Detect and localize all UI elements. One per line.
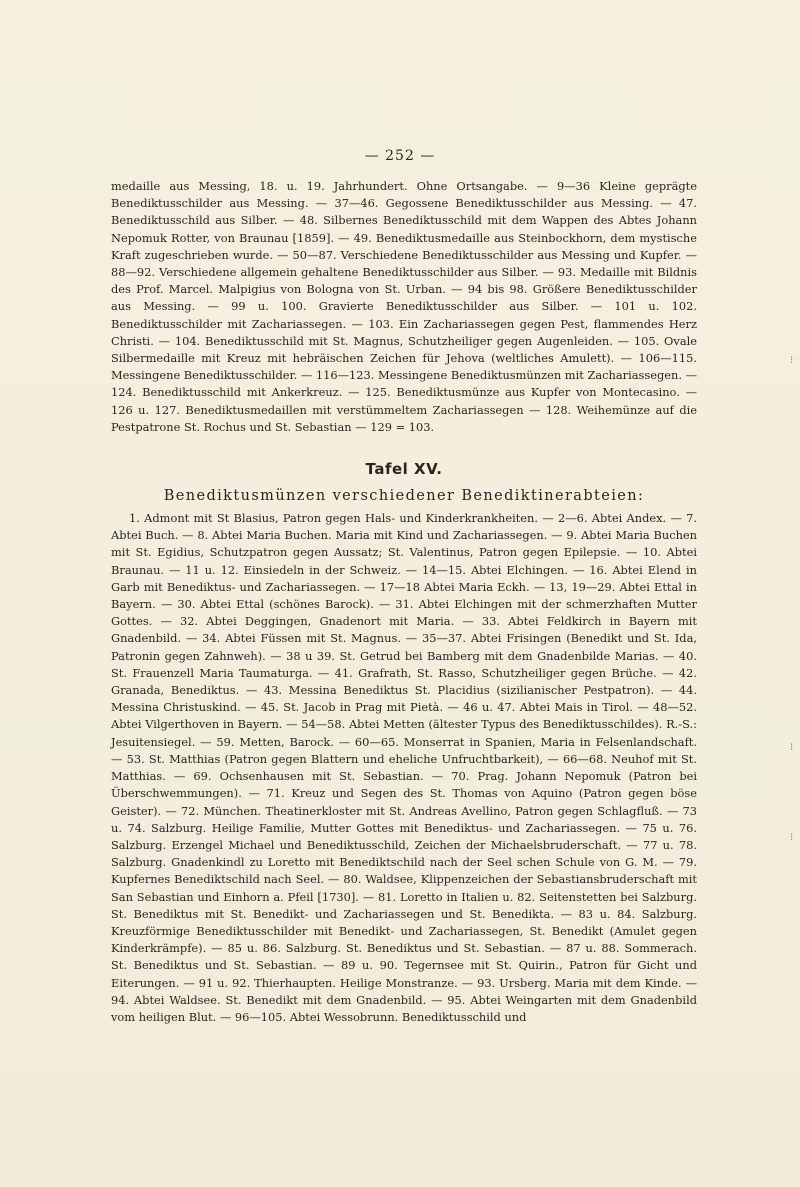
page-number: — 252 — <box>364 148 436 164</box>
page-content <box>111 178 697 1026</box>
margin-mark-icon: ⁝ <box>790 832 794 843</box>
plate-title: Tafel XV. <box>365 460 443 479</box>
plate-heading: Benediktusmünzen verschiedener Benediktinerabteien: <box>163 488 645 505</box>
intro-paragraph: medaille aus Messing, 18. u. 19. Jahrhundert. Ohne Ortsangabe. — 9—36 Kleine geprägte Benediktusschilder aus Messing. — 37—46. Gegossene Benediktusschilder aus Messing. — 47. Benediktusschild aus Silber. — 48. Silbernes Benediktusschild mit dem Wappen des Abtes Johann Nepomuk Rotter, von Braunau [1859]. — 49. Benediktusmedaille aus Steinbockhorn, dem mystische Kraft zugeschrieben wurde. — 50—87. Verschiedene Benediktusschilder aus Messing und Kupfer. — 88—92. Verschiedene allgemein gehaltene Benediktusschilder aus Silber. — 93. Medaille mit Bildnis des Prof. Marcel. Malpigius von Bologna von St. Urban. — 94 bis 98. Größere Benediktusschilder aus Messing. — 99 u. 100. Gravierte Benediktusschilder aus Silber. — 101 u. 102. Benediktusschilder mit Zachariassegen. — 103. Ein Zachariassegen gegen Pest, flammendes Herz Christi. — 104. Benediktusschild mit St. Magnus, Schutzheiliger gegen Augenleiden. — 105. Ovale Silbermedaille mit Kreuz mit hebräischen Zeichen für Jehova (weltliches Amulett). — 106—115. Messingene Benediktusschilder. — 116—123. Messingene Benediktusmünzen mit Zachariassegen. — 124. Benediktusschild mit Ankerkreuz. — 125. Benediktusmünze aus Kupfer von Montecasino. — 126 u. 127. Benediktusmedaillen mit verstümmeltem Zachariassegen — 128. Weihemünze auf die Pestpatrone St. Rochus und St. Sebastian — 129 = 103. <box>111 179 697 434</box>
margin-mark-icon: ⁝ <box>790 742 794 753</box>
plate-paragraph: 1. Admont mit St Blasius, Patron gegen Hals- und Kinderkrankheiten. — 2—6. Abtei Andex. — 7. Abtei Buch. — 8. Abtei Maria Buchen. Maria mit Kind und Zachariassegen. — 9. Abtei Maria Buchen mit St. Egidius, Schutzpatron gegen Aussatz; St. Valentinus, Patron gegen Epilepsie. — 10. Abtei Braunau. — 11 u. 12. Einsiedeln in der Schweiz. — 14—15. Abtei Elchingen. — 16. Abtei Elend in Garb mit Benediktus- und Zachariassegen. — 17—18 Abtei Maria Eckh. — 13, 19—29. Abtei Ettal in Bayern. — 30. Abtei Ettal (schönes Barock). — 31. Abtei Elchingen mit der schmerzhaften Mutter Gottes. — 32. Abtei Deggingen, Gnadenort mit Maria. — 33. Abtei Feldkirch in Bayern mit Gnadenbild. — 34. Abtei Füssen mit St. Magnus. — 35—37. Abtei Frisingen (Benedikt und St. Ida, Patronin gegen Zahnweh). — 38 u 39. St. Getrud bei Bamberg mit dem Gnadenbilde Marias. — 40. St. Frauenzell Maria Taumaturga. — 41. Grafrath, St. Rasso, Schutzheiliger gegen Brüche. — 42. Granada, Benediktus. — 43. Messina Benediktus St. Placidius (sizilianischer Pestpatron). — 44. Messina Christuskind. — 45. St. Jacob in Prag mit Pietà. — 46 u. 47. Abtei Mais in Tirol. — 48—52. Abtei Vilgerthoven in Bayern. — 54—58. Abtei Metten (ältester Typus des Benediktusschildes). R.-S.: Jesuitensiegel. — 59. Metten, Barock. — 60—65. Monserrat in Spanien, Maria in Felsenlandschaft. — 53. St. Matthias (Patron gegen Blattern und eheliche Unfruchtbarkeit), — 66—68. Neuhof mit St. Matthias. — 69. Ochsenhausen mit St. Sebastian. — 70. Prag. Johann Nepomuk (Patron bei Überschwemmungen). — 71. Kreuz und Segen des St. Thomas von Aquino (Patron gegen böse Geister). — 72. München. Theatinerkloster mit St. Andreas Avellino, Patron gegen Schlagfluß. — 73 u. 74. Salzburg. Heilige Familie, Mutter Gottes mit Benediktus- und Zachariassegen. — 75 u. 76. Salzburg. Erzengel Michael und Benediktusschild, Zeichen der Michaelsbruderschaft. — 77 u. 78. Salzburg. Gnadenkindl zu Loretto mit Benediktschild nach der Seel schen Schule von G. M. — 79. Kupfernes Benediktschild nach Seel. — 80. Waldsee, Klippenzeichen der Sebastiansbruderschaft mit San Sebastian und Einhorn a. Pfeil [1730]. — 81. Loretto in Italien u. 82. Seitenstetten bei Salzburg. St. Benediktus mit St. Benedikt- und Zachariassegen und St. Benedikta. — 83 u. 84. Salzburg. Kreuzförmige Benediktusschilder mit Benedikt- und Zachariassegen, St. Benedikt (Amulet gegen Kinderkrämpfe). — 85 u. 86. Salzburg. St. Benediktus und St. Sebastian. — 87 u. 88. Sommerach. St. Benediktus und St. Sebastian. — 89 u. 90. Tegernsee mit St. Quirin., Patron für Gicht und Eiterungen. — 91 u. 92. Thierhaupten. Heilige Monstranze. — 93. Ursberg. Maria mit dem Kinde. — 94. Abtei Waldsee. St. Benedikt mit dem Gnadenbild. — 95. Abtei Weingarten mit dem Gnadenbild vom heiligen Blut. — 96—105. Abtei Wessobrunn. Benediktusschild und <box>111 511 697 1024</box>
margin-mark-icon: ⁝ <box>790 355 794 366</box>
